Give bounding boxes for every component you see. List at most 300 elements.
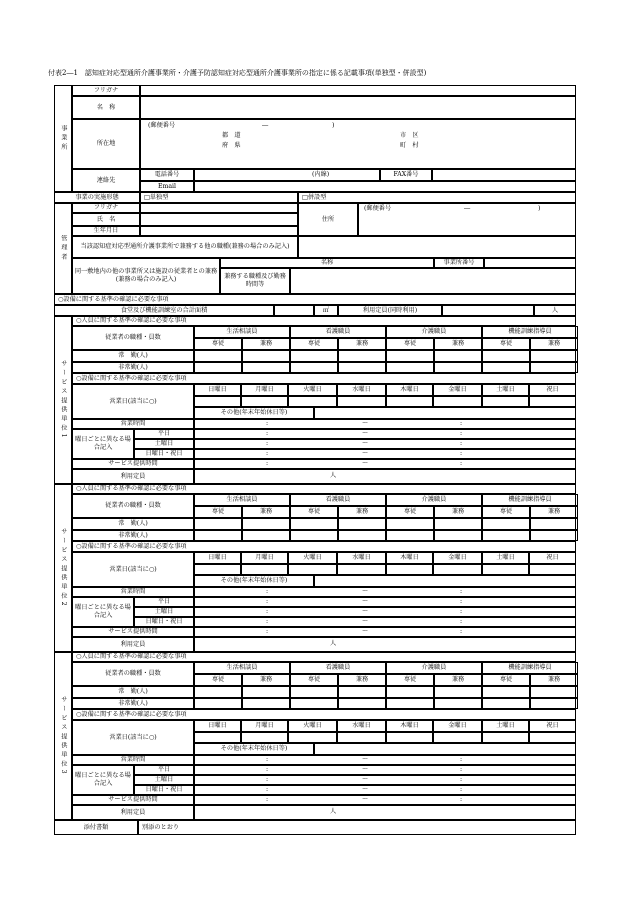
day-header: 水曜日 xyxy=(337,720,386,732)
day-cell[interactable] xyxy=(337,396,386,407)
implementation-opt1[interactable]: □単独型 xyxy=(140,192,298,203)
unit-capacity-unit: 人 xyxy=(330,472,337,479)
concurrent-header: 兼務 xyxy=(530,338,578,350)
facility-name-label: 名称 xyxy=(220,258,434,268)
colon: : xyxy=(266,420,269,427)
manager-name-input[interactable] xyxy=(140,213,298,226)
staff-cell[interactable] xyxy=(386,530,434,541)
staff-cell[interactable] xyxy=(338,698,386,709)
role-0: 生活相談員 xyxy=(194,494,290,506)
staff-cell[interactable] xyxy=(338,686,386,698)
concurrent-other-input[interactable] xyxy=(298,236,576,258)
role-3: 機能訓練指導員 xyxy=(482,662,578,674)
day-header: 月曜日 xyxy=(241,384,288,396)
staff-cell[interactable] xyxy=(434,530,482,541)
tilde: ～ xyxy=(362,618,369,625)
time-row[interactable] xyxy=(194,785,576,795)
tilde: ～ xyxy=(362,796,369,803)
day-cell[interactable] xyxy=(529,564,576,575)
day-header: 火曜日 xyxy=(288,384,337,396)
form-title: 付表2―1 認知症対応型通所介護事業所・介護予防認知症対応型通所介護事業所の指定に係る記載事項(単独型・併設型) xyxy=(48,69,427,77)
day-cell[interactable] xyxy=(433,396,482,407)
day-header: 土曜日 xyxy=(482,552,529,564)
day-cell[interactable] xyxy=(433,732,482,743)
day-cell[interactable] xyxy=(337,732,386,743)
role-2: 介護職員 xyxy=(386,662,482,674)
pref-1: 都 道 xyxy=(222,132,241,139)
dining-area-input[interactable] xyxy=(274,305,314,316)
pref-2: 府 県 xyxy=(222,142,241,149)
staff-cell[interactable] xyxy=(530,350,578,362)
business-hours-label: 営業時間 xyxy=(72,755,194,765)
manager-name-label: 氏 名 xyxy=(72,213,140,226)
fulltime-header: 専従 xyxy=(386,506,434,518)
day-header: 月曜日 xyxy=(241,552,288,564)
fulltime-header: 専従 xyxy=(482,506,530,518)
day-cell[interactable] xyxy=(288,564,337,575)
unit-capacity-input[interactable] xyxy=(194,469,576,484)
staff-cell[interactable] xyxy=(242,518,290,530)
fulltime-header: 専従 xyxy=(482,674,530,686)
regular-label: 常 勤(人) xyxy=(72,518,194,530)
office-contact-label: 連絡先 xyxy=(72,169,140,192)
regular-label: 常 勤(人) xyxy=(72,686,194,698)
colon: : xyxy=(460,608,463,615)
staff-count-label: 従業者の職種・員数 xyxy=(72,326,194,350)
staff-cell[interactable] xyxy=(482,362,530,373)
role-0: 生活相談員 xyxy=(194,326,290,338)
staff-cell[interactable] xyxy=(482,530,530,541)
fulltime-header: 専従 xyxy=(194,674,242,686)
colon: : xyxy=(460,430,463,437)
day-header: 木曜日 xyxy=(386,720,433,732)
colon: : xyxy=(266,618,269,625)
staff-cell[interactable] xyxy=(242,698,290,709)
manager-postal-close: ) xyxy=(538,205,541,212)
staff-cell[interactable] xyxy=(194,518,242,530)
staff-cell[interactable] xyxy=(290,350,338,362)
staff-cell[interactable] xyxy=(434,518,482,530)
city-1: 市 区 xyxy=(400,132,419,139)
staff-cell[interactable] xyxy=(194,350,242,362)
role-3: 機能訓練指導員 xyxy=(482,494,578,506)
staff-cell[interactable] xyxy=(482,698,530,709)
unit-3-label: サービス提供単位3 xyxy=(54,652,72,820)
staff-heading: ○人員に関する基準の確認に必要な事項 xyxy=(72,484,576,494)
staff-cell[interactable] xyxy=(386,350,434,362)
nonregular-label: 非常勤(人) xyxy=(72,530,194,541)
tilde: ～ xyxy=(362,450,369,457)
staff-cell[interactable] xyxy=(530,362,578,373)
office-furigana-input[interactable] xyxy=(140,85,576,96)
tel-input[interactable] xyxy=(194,169,380,181)
business-days-label: 営業日(該当に○) xyxy=(72,720,194,755)
tilde: ～ xyxy=(362,440,369,447)
concurrent-header: 兼務 xyxy=(338,674,386,686)
day-cell[interactable] xyxy=(241,564,288,575)
colon: : xyxy=(266,776,269,783)
tilde: ～ xyxy=(362,598,369,605)
staff-cell[interactable] xyxy=(530,530,578,541)
business-hours-label: 営業時間 xyxy=(72,587,194,597)
time-row[interactable] xyxy=(194,439,576,449)
nonregular-label: 非常勤(人) xyxy=(72,362,194,373)
staff-cell[interactable] xyxy=(338,362,386,373)
unit-capacity-input[interactable] xyxy=(194,637,576,652)
staff-cell[interactable] xyxy=(386,686,434,698)
fulltime-header: 専従 xyxy=(194,338,242,350)
service-hours-label: サービス提供時間 xyxy=(72,459,194,469)
saturday-label: 土曜日 xyxy=(134,607,194,617)
colon: : xyxy=(460,450,463,457)
time-row[interactable] xyxy=(194,449,576,459)
day-header: 月曜日 xyxy=(241,720,288,732)
time-row[interactable] xyxy=(194,627,576,637)
staff-cell[interactable] xyxy=(386,698,434,709)
colon: : xyxy=(460,796,463,803)
other-days-label: その他(年末年始休日等) xyxy=(194,743,314,755)
time-row[interactable] xyxy=(194,795,576,805)
colon: : xyxy=(266,430,269,437)
sqm-unit: ㎡ xyxy=(314,305,338,316)
colon: : xyxy=(266,766,269,773)
office-number-input[interactable] xyxy=(484,258,576,268)
office-address-label: 所在地 xyxy=(72,119,140,169)
fax-label: FAX番号 xyxy=(380,169,432,181)
colon: : xyxy=(460,618,463,625)
business-days-label: 営業日(該当に○) xyxy=(72,552,194,587)
day-header: 木曜日 xyxy=(386,384,433,396)
day-header: 金曜日 xyxy=(433,720,482,732)
staff-count-label: 従業者の職種・員数 xyxy=(72,662,194,686)
other-days-input[interactable] xyxy=(314,407,576,419)
concurrent-header: 兼務 xyxy=(242,506,290,518)
fulltime-header: 専従 xyxy=(290,674,338,686)
colon: : xyxy=(460,776,463,783)
staff-cell[interactable] xyxy=(482,518,530,530)
manager-dob-label: 生年月日 xyxy=(72,226,140,236)
time-row[interactable] xyxy=(194,765,576,775)
postal-close: ) xyxy=(332,122,335,129)
tilde: ～ xyxy=(362,420,369,427)
concurrent-header: 兼務 xyxy=(530,674,578,686)
staff-cell[interactable] xyxy=(338,350,386,362)
colon: : xyxy=(460,588,463,595)
role-0: 生活相談員 xyxy=(194,662,290,674)
staff-cell[interactable] xyxy=(194,530,242,541)
office-name-label: 名 称 xyxy=(72,96,140,119)
manager-furigana-input[interactable] xyxy=(140,203,298,213)
attachments-value: 別添のとおり xyxy=(138,820,576,835)
unit-2-label: サービス提供単位2 xyxy=(54,484,72,652)
day-cell[interactable] xyxy=(288,732,337,743)
day-cell[interactable] xyxy=(433,564,482,575)
concurrent-header: 兼務 xyxy=(242,674,290,686)
staff-cell[interactable] xyxy=(194,362,242,373)
staff-cell[interactable] xyxy=(482,350,530,362)
colon: : xyxy=(266,460,269,467)
unit-capacity-label: 利用定員 xyxy=(72,805,194,820)
colon: : xyxy=(460,766,463,773)
equip-heading: ○設備に関する基準の確認に必要な事項 xyxy=(72,709,576,720)
email-input[interactable] xyxy=(194,181,576,192)
fulltime-header: 専従 xyxy=(290,338,338,350)
staff-cell[interactable] xyxy=(194,686,242,698)
day-header: 水曜日 xyxy=(337,384,386,396)
tel-label: 電話番号 xyxy=(140,169,194,181)
unit-capacity-label: 利用定員 xyxy=(72,637,194,652)
by-day-label: 曜日ごとに異なる場合記入 xyxy=(72,429,134,459)
weekday-label: 平日 xyxy=(134,765,194,775)
day-header: 土曜日 xyxy=(482,720,529,732)
colon: : xyxy=(460,756,463,763)
unit-capacity-input[interactable] xyxy=(194,805,576,820)
colon: : xyxy=(460,440,463,447)
manager-furigana-label: フリガナ xyxy=(72,203,140,213)
saturday-label: 土曜日 xyxy=(134,775,194,785)
staff-cell[interactable] xyxy=(290,686,338,698)
time-row[interactable] xyxy=(194,597,576,607)
concurrent-job-label: 兼務する職種及び勤務時間等 xyxy=(220,268,290,294)
role-1: 看護職員 xyxy=(290,326,386,338)
concurrent-facility-label: 同一敷地内の他の事業所又は施設の従業者との兼務(兼務の場合のみ記入) xyxy=(72,258,220,294)
office-address-input[interactable] xyxy=(140,119,576,169)
staff-heading: ○人員に関する基準の確認に必要な事項 xyxy=(72,652,576,662)
time-row[interactable] xyxy=(194,459,576,469)
implementation-opt2[interactable]: □併設型 xyxy=(298,192,576,203)
business-hours-label: 営業時間 xyxy=(72,419,194,429)
postal-label: (郵便番号 xyxy=(148,122,176,129)
staff-cell[interactable] xyxy=(530,518,578,530)
tilde: ～ xyxy=(362,430,369,437)
time-row[interactable] xyxy=(194,755,576,765)
concurrent-header: 兼務 xyxy=(530,506,578,518)
attachments-label: 添付書類 xyxy=(54,820,138,835)
office-name-input[interactable] xyxy=(140,96,576,119)
concurrent-header: 兼務 xyxy=(242,338,290,350)
service-hours-label: サービス提供時間 xyxy=(72,627,194,637)
sun-hol-label: 日曜日・祝日 xyxy=(134,617,194,627)
colon: : xyxy=(266,756,269,763)
tilde: ～ xyxy=(362,786,369,793)
office-section-label: 事業所 xyxy=(54,85,72,192)
staff-cell[interactable] xyxy=(530,686,578,698)
tilde: ～ xyxy=(362,460,369,467)
day-header: 火曜日 xyxy=(288,720,337,732)
unit-1-label: サービス提供単位1 xyxy=(54,316,72,484)
fulltime-header: 専従 xyxy=(290,506,338,518)
capacity-input[interactable] xyxy=(442,305,534,316)
day-header: 金曜日 xyxy=(433,384,482,396)
staff-cell[interactable] xyxy=(242,350,290,362)
day-cell[interactable] xyxy=(241,732,288,743)
staff-cell[interactable] xyxy=(434,362,482,373)
tilde: ～ xyxy=(362,628,369,635)
staff-cell[interactable] xyxy=(338,518,386,530)
manager-dob-input[interactable] xyxy=(140,226,298,236)
time-row[interactable] xyxy=(194,607,576,617)
colon: : xyxy=(266,786,269,793)
service-hours-label: サービス提供時間 xyxy=(72,795,194,805)
staff-cell[interactable] xyxy=(242,530,290,541)
staff-cell[interactable] xyxy=(386,362,434,373)
staff-count-label: 従業者の職種・員数 xyxy=(72,494,194,518)
manager-address-label: 住所 xyxy=(298,203,358,236)
concurrent-header: 兼務 xyxy=(434,674,482,686)
day-header: 日曜日 xyxy=(194,552,241,564)
email-label: Email xyxy=(140,181,194,192)
concurrent-header: 兼務 xyxy=(434,338,482,350)
dining-area-label: 食堂及び機能訓練室の合計面積 xyxy=(54,305,274,316)
capacity-label: 利用定員(同時利用) xyxy=(338,305,442,316)
colon: : xyxy=(460,628,463,635)
saturday-label: 土曜日 xyxy=(134,439,194,449)
staff-cell[interactable] xyxy=(338,530,386,541)
capacity-unit: 人 xyxy=(534,305,576,316)
equip-heading: ○設備に関する基準の確認に必要な事項 xyxy=(72,373,576,384)
tilde: ～ xyxy=(362,766,369,773)
day-cell[interactable] xyxy=(482,564,529,575)
weekday-label: 平日 xyxy=(134,429,194,439)
day-header: 金曜日 xyxy=(433,552,482,564)
implementation-label: 事業の実施形態 xyxy=(54,192,140,203)
concurrent-header: 兼務 xyxy=(338,506,386,518)
staff-cell[interactable] xyxy=(290,698,338,709)
manager-postal-label: (郵便番号 xyxy=(364,205,392,212)
business-days-label: 営業日(該当に○) xyxy=(72,384,194,419)
staff-cell[interactable] xyxy=(242,686,290,698)
staff-cell[interactable] xyxy=(530,698,578,709)
day-header: 火曜日 xyxy=(288,552,337,564)
ext-label: (内線) xyxy=(312,171,330,178)
concurrent-job-input[interactable] xyxy=(290,268,576,294)
time-row[interactable] xyxy=(194,617,576,627)
staff-cell[interactable] xyxy=(290,518,338,530)
colon: : xyxy=(266,598,269,605)
colon: : xyxy=(460,420,463,427)
time-row[interactable] xyxy=(194,419,576,429)
nonregular-label: 非常勤(人) xyxy=(72,698,194,709)
fulltime-header: 専従 xyxy=(386,338,434,350)
day-cell[interactable] xyxy=(386,732,433,743)
office-number-label: 事業所番号 xyxy=(434,258,484,268)
staff-cell[interactable] xyxy=(290,362,338,373)
staff-cell[interactable] xyxy=(194,698,242,709)
day-header: 祝日 xyxy=(529,552,576,564)
day-cell[interactable] xyxy=(194,564,241,575)
day-cell[interactable] xyxy=(482,732,529,743)
colon: : xyxy=(266,450,269,457)
staff-cell[interactable] xyxy=(434,686,482,698)
time-row[interactable] xyxy=(194,587,576,597)
tilde: ～ xyxy=(362,776,369,783)
by-day-label: 曜日ごとに異なる場合記入 xyxy=(72,597,134,627)
unit-capacity-label: 利用定員 xyxy=(72,469,194,484)
role-2: 介護職員 xyxy=(386,494,482,506)
day-cell[interactable] xyxy=(337,564,386,575)
equip-heading: ○設備に関する基準の確認に必要な事項 xyxy=(72,541,576,552)
staff-cell[interactable] xyxy=(482,686,530,698)
manager-postal-dash: ― xyxy=(464,205,471,212)
colon: : xyxy=(266,588,269,595)
sun-hol-label: 日曜日・祝日 xyxy=(134,449,194,459)
unit-capacity-unit: 人 xyxy=(330,640,337,647)
city-2: 町 村 xyxy=(400,142,419,149)
day-cell[interactable] xyxy=(529,396,576,407)
unit-capacity-unit: 人 xyxy=(330,808,337,815)
weekday-label: 平日 xyxy=(134,597,194,607)
time-row[interactable] xyxy=(194,429,576,439)
staff-cell[interactable] xyxy=(386,518,434,530)
other-days-input[interactable] xyxy=(314,743,576,755)
fulltime-header: 専従 xyxy=(386,674,434,686)
fulltime-header: 専従 xyxy=(482,338,530,350)
office-furigana-label: フリガナ xyxy=(72,85,140,96)
regular-label: 常 勤(人) xyxy=(72,350,194,362)
day-header: 祝日 xyxy=(529,720,576,732)
colon: : xyxy=(460,786,463,793)
day-cell[interactable] xyxy=(194,732,241,743)
role-1: 看護職員 xyxy=(290,662,386,674)
role-3: 機能訓練指導員 xyxy=(482,326,578,338)
fulltime-header: 専従 xyxy=(194,506,242,518)
staff-cell[interactable] xyxy=(434,698,482,709)
day-header: 祝日 xyxy=(529,384,576,396)
colon: : xyxy=(460,598,463,605)
by-day-label: 曜日ごとに異なる場合記入 xyxy=(72,765,134,795)
day-header: 日曜日 xyxy=(194,384,241,396)
concurrent-header: 兼務 xyxy=(434,506,482,518)
other-days-input[interactable] xyxy=(314,575,576,587)
day-cell[interactable] xyxy=(288,396,337,407)
time-row[interactable] xyxy=(194,775,576,785)
tilde: ～ xyxy=(362,588,369,595)
staff-cell[interactable] xyxy=(290,530,338,541)
other-days-label: その他(年末年始休日等) xyxy=(194,407,314,419)
colon: : xyxy=(460,460,463,467)
day-cell[interactable] xyxy=(241,396,288,407)
day-cell[interactable] xyxy=(194,396,241,407)
role-2: 介護職員 xyxy=(386,326,482,338)
staff-heading: ○人員に関する基準の確認に必要な事項 xyxy=(72,316,576,326)
other-days-label: その他(年末年始休日等) xyxy=(194,575,314,587)
day-header: 土曜日 xyxy=(482,384,529,396)
day-cell[interactable] xyxy=(529,732,576,743)
tilde: ～ xyxy=(362,608,369,615)
concurrent-header: 兼務 xyxy=(338,338,386,350)
day-header: 水曜日 xyxy=(337,552,386,564)
colon: : xyxy=(266,796,269,803)
colon: : xyxy=(266,608,269,615)
facility-heading: ○設備に関する基準の確認に必要な事項 xyxy=(54,294,576,305)
staff-cell[interactable] xyxy=(242,362,290,373)
day-cell[interactable] xyxy=(386,564,433,575)
tilde: ～ xyxy=(362,756,369,763)
colon: : xyxy=(266,440,269,447)
manager-section-label: 管理者 xyxy=(54,203,72,294)
fax-input[interactable] xyxy=(432,169,576,181)
role-1: 看護職員 xyxy=(290,494,386,506)
concurrent-other-label: 当該認知症対応型通所介護事業所で兼務する他の職種(兼務の場合のみ記入) xyxy=(72,236,298,258)
colon: : xyxy=(266,628,269,635)
day-cell[interactable] xyxy=(482,396,529,407)
staff-cell[interactable] xyxy=(434,350,482,362)
day-header: 木曜日 xyxy=(386,552,433,564)
sun-hol-label: 日曜日・祝日 xyxy=(134,785,194,795)
day-cell[interactable] xyxy=(386,396,433,407)
postal-dash: ― xyxy=(262,122,269,129)
day-header: 日曜日 xyxy=(194,720,241,732)
